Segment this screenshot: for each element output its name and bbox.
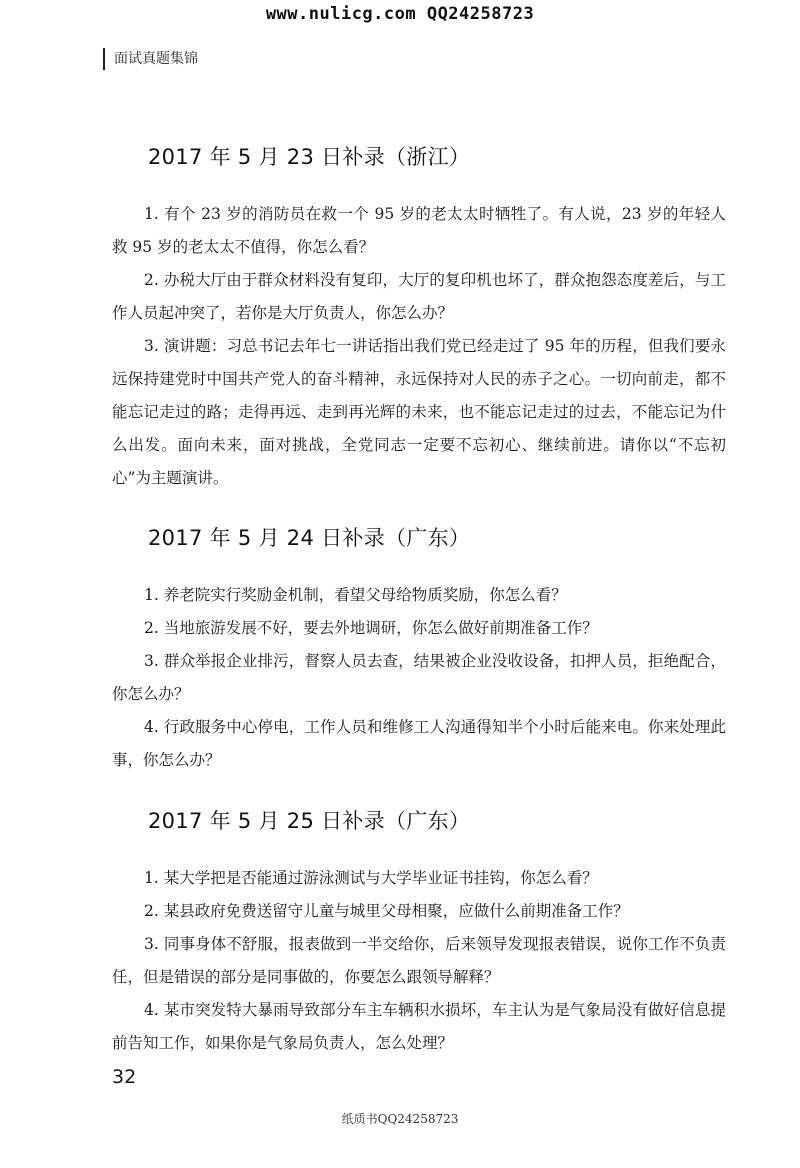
question-item: 1. 养老院实行奖励金机制，看望父母给物质奖励，你怎么看？ bbox=[144, 586, 567, 604]
question-item: 1. 某大学把是否能通过游泳测试与大学毕业证书挂钩，你怎么看？ bbox=[144, 869, 598, 887]
question-item: 3. 群众举报企业排污，督察人员去查，结果被企业没收设备，扣押人员，拒绝配合，你怎么办？ bbox=[112, 652, 726, 703]
page-number: 32 bbox=[112, 1066, 137, 1088]
running-head: 面试真题集锦 bbox=[103, 48, 198, 70]
question-item: 4. 行政服务中心停电，工作人员和维修工人沟通得知半个小时后能来电。你来处理此事，你怎么办？ bbox=[112, 718, 726, 769]
section-2017-05-24 bbox=[112, 523, 726, 777]
question-item: 3. 同事身体不舒服，报表做到一半交给你，后来领导发现报表错误，说你工作不负责任，但是错误的部分是同事做的，你要怎么跟领导解释？ bbox=[112, 935, 726, 986]
question-item: 2. 当地旅游发展不好，要去外地调研，你怎么做好前期准备工作？ bbox=[144, 619, 598, 637]
section-title: 2017 年 5 月 23 日补录（浙江） bbox=[148, 145, 471, 169]
question-item: 2. 办税大厅由于群众材料没有复印，大厅的复印机也坏了，群众抱怨态度差后，与工作人员起冲突了，若你是大厅负责人，你怎么办？ bbox=[112, 271, 726, 322]
section-2017-05-25 bbox=[112, 806, 726, 1060]
watermark-footer: 纸质书QQ24258723 bbox=[341, 1112, 459, 1126]
section-title: 2017 年 5 月 24 日补录（广东） bbox=[148, 526, 471, 550]
section-title: 2017 年 5 月 25 日补录（广东） bbox=[148, 809, 471, 833]
question-item: 3. 演讲题：习总书记去年七一讲话指出我们党已经走过了 95 年的历程，但我们要永远保持建党时中国共产党人的奋斗精神，永远保持对人民的赤子之心。一切向前走，都不能忘记走过的路；走得再远、走到再光辉的未来，也不能忘记走过的过去，不能忘记为什么出发。面向未来，面对挑战，全党同志一定要不忘初心、继续前进。请你以“不忘初心”为主题演讲。 bbox=[112, 337, 726, 487]
question-item: 4. 某市突发特大暴雨导致部分车主车辆积水损坏，车主认为是气象局没有做好信息提前告知工作，如果你是气象局负责人，怎么处理？ bbox=[112, 1001, 726, 1052]
section-2017-05-23 bbox=[112, 142, 726, 495]
question-item: 1. 有个 23 岁的消防员在救一个 95 岁的老太太时牺牲了。有人说，23 岁的年轻人救 95 岁的老太太不值得，你怎么看？ bbox=[112, 205, 726, 256]
watermark-header: www.nulicg.com QQ24258723 bbox=[265, 4, 535, 24]
question-item: 2. 某县政府免费送留守儿童与城里父母相聚，应做什么前期准备工作？ bbox=[144, 902, 629, 920]
